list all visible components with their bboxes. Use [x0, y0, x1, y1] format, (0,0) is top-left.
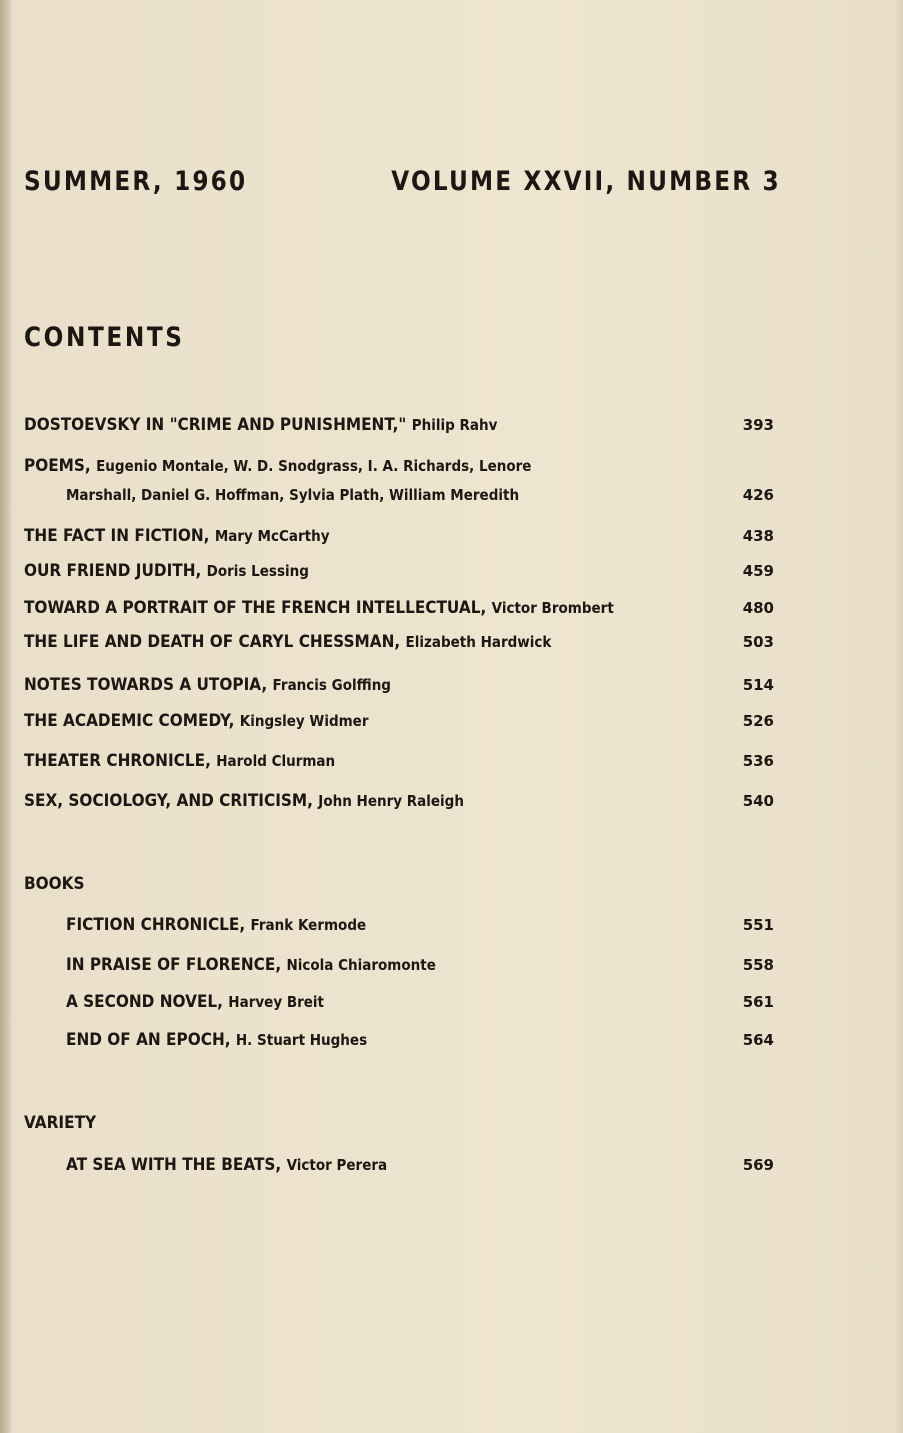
- page-number: 558: [742, 956, 774, 974]
- page-number: 503: [742, 633, 774, 651]
- page-number: 526: [742, 712, 774, 730]
- page-number: 426: [742, 486, 774, 504]
- books-heading: BOOKS: [24, 874, 85, 894]
- issue-volume: VOLUME XXVII, NUMBER 3: [391, 166, 781, 197]
- page-number: 438: [742, 527, 774, 545]
- page-edge: [895, 0, 903, 1433]
- page-number: 536: [742, 752, 774, 770]
- page-number: 480: [742, 599, 774, 617]
- page-number: 551: [742, 916, 774, 934]
- page: SUMMER, 1960 VOLUME XXVII, NUMBER 3 CONTENTS DOSTOEVSKY IN "CRIME AND PUNISHMENT," Philip Rahv 393 POEMS, Eugenio Montale, W. D. Snodgrass, I. A. Richards, Lenore Marshall, Daniel G. Hoffman, Sylvia Plath, William Meredith 426 THE FACT IN FICTION, Mary McCarthy 438 OUR FRIEND JUDITH, Doris Lessing 459 TOWARD A PORTRAIT OF THE FRENCH INTELLECTUAL, Victor Brombert 480 THE LIFE AND DEATH OF CARYL CHESSMAN, Elizabeth Hardwick 503 NOTES TOWARDS A UTOPIA, Francis Golffing 514 THE ACADEMIC COMEDY, Kingsley Widmer 526 THEATER CHRONICLE, Harold Clurman 536 SEX, SOCIOLOGY, AND CRITICISM, John Henry Raleigh 540 BOOKS FICTION CHRONICLE, Frank Kermode 551 IN PRAISE OF FLORENCE, Nicola Chiaromonte 558 A SECOND NOVEL, Harvey Breit 561 END OF AN EPOCH, H. Stuart Hughes 564 VARIETY AT SEA WITH THE BEATS, Victor Perera 569: [0, 0, 903, 1433]
- page-binding-shadow: [0, 0, 12, 1433]
- page-number: 459: [742, 562, 774, 580]
- page-number: 561: [742, 993, 774, 1011]
- page-number: 564: [742, 1031, 774, 1049]
- issue-date: SUMMER, 1960: [24, 166, 248, 197]
- page-number: 569: [742, 1156, 774, 1174]
- page-number: 540: [742, 792, 774, 810]
- page-number: 514: [742, 676, 774, 694]
- contents-title: CONTENTS: [24, 322, 185, 353]
- variety-heading: VARIETY: [24, 1113, 97, 1133]
- page-number: 393: [742, 416, 774, 434]
- issue-header: [24, 166, 781, 197]
